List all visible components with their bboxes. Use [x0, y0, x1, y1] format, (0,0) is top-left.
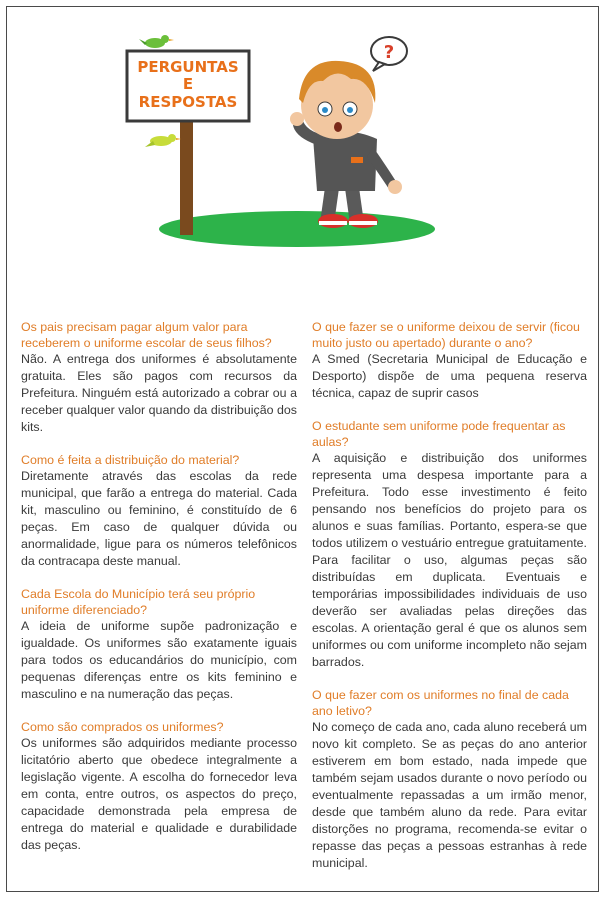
- right-column: [312, 319, 587, 888]
- question-bubble-icon: [371, 37, 407, 71]
- document-page: [6, 6, 599, 892]
- left-column: [21, 319, 297, 870]
- qa-block: [21, 452, 297, 570]
- question-text: O que fazer se o uniforme deixou de servir (ficou muito justo ou apertado) durante o ano?: [312, 320, 580, 350]
- sign-line-2: E: [182, 75, 194, 93]
- sign-line-1: PERGUNTAS: [137, 58, 239, 76]
- answer-text: Os uniformes são adquiridos mediante processo licitatório aberto que obedece integralmente a legislação vigente. A escolha do fornecedor leva em conta, entre outros, os aspectos do preço, capacidade demonstrada pela empresa de entrega do material e qualidade e durabilidade das peças.: [21, 736, 297, 852]
- qa-block: [21, 319, 297, 436]
- bird-icon: [145, 134, 181, 147]
- qa-block: [312, 687, 587, 872]
- question-text: Cada Escola do Município terá seu próprio uniforme diferenciado?: [21, 587, 256, 617]
- bird-icon: [139, 35, 174, 48]
- question-text: O estudante sem uniforme pode frequentar as aulas?: [312, 419, 566, 449]
- sign-post: [180, 117, 193, 235]
- answer-text: Diretamente através das escolas da rede municipal, que farão a entrega do material. Cada kit, masculino ou feminino, é constituído de 6 peças. Em caso de qualquer dúvida ou anormalidade, ligue para os números telefônicos da contracapa deste manual.: [21, 469, 297, 568]
- qa-block: [21, 586, 297, 703]
- answer-text: A aquisição e distribuição dos uniformes representa uma despesa importante para a Prefeitura. Todo esse investimento é feito pensando nos benefícios do projeto para os alunos e suas famílias. Portanto, espera-se que todos utilizem o vestuário entregue gratuitamente. Para facilitar o uso, algumas peças são distribuídas em duplicata. Eventuais e temporárias impossibilidades individuais de uso deverão ser avaliadas pelas direções das escolas. A orientação geral é que os alunos sem uniformes ou com uniforme incompleto não sejam barrados.: [312, 451, 587, 669]
- answer-text: Não. A entrega dos uniformes é absolutamente gratuita. Eles são pagos com recursos da Prefeitura. Ninguém está autorizado a cobrar ou a receber qualquer valor quando da distribuição dos kits.: [21, 352, 297, 434]
- answer-text: A ideia de uniforme supõe padronização e igualdade. Os uniformes são exatamente iguais para todos os educandários do município, com pequenas diferenças entre os kits feminino e masculino e na numeração das peças.: [21, 619, 297, 701]
- cartoon-boy-illustration: [290, 61, 402, 228]
- question-text: Os pais precisam pagar algum valor para receberem o uniforme escolar de seus filhos?: [21, 320, 272, 350]
- header-illustration: [7, 7, 600, 307]
- sign-line-3: RESPOSTAS: [138, 93, 238, 111]
- question-text: Como é feita a distribuição do material?: [21, 453, 240, 467]
- question-text: Como são comprados os uniformes?: [21, 720, 224, 734]
- qa-block: [312, 319, 587, 402]
- answer-text: No começo de cada ano, cada aluno receberá um novo kit completo. Se as peças do ano anterior estiverem em bom estado, nada impede que também sejam usados durante o novo período ou eventualmente repassadas a um irmão menor, desde que também aluno da rede. Para evitar distorções no programa, recomenda-se evitar o repasse das peças a pessoas estranhas à rede municipal.: [312, 720, 587, 870]
- grass-patch: [159, 211, 435, 247]
- qa-block: [312, 418, 587, 671]
- qa-block: [21, 719, 297, 854]
- question-text: O que fazer com os uniformes no final de cada ano letivo?: [312, 688, 569, 718]
- answer-text: A Smed (Secretaria Municipal de Educação e Desporto) dispõe de uma pequena reserva técnica, capaz de suprir casos: [312, 352, 587, 400]
- question-mark: ?: [383, 42, 395, 63]
